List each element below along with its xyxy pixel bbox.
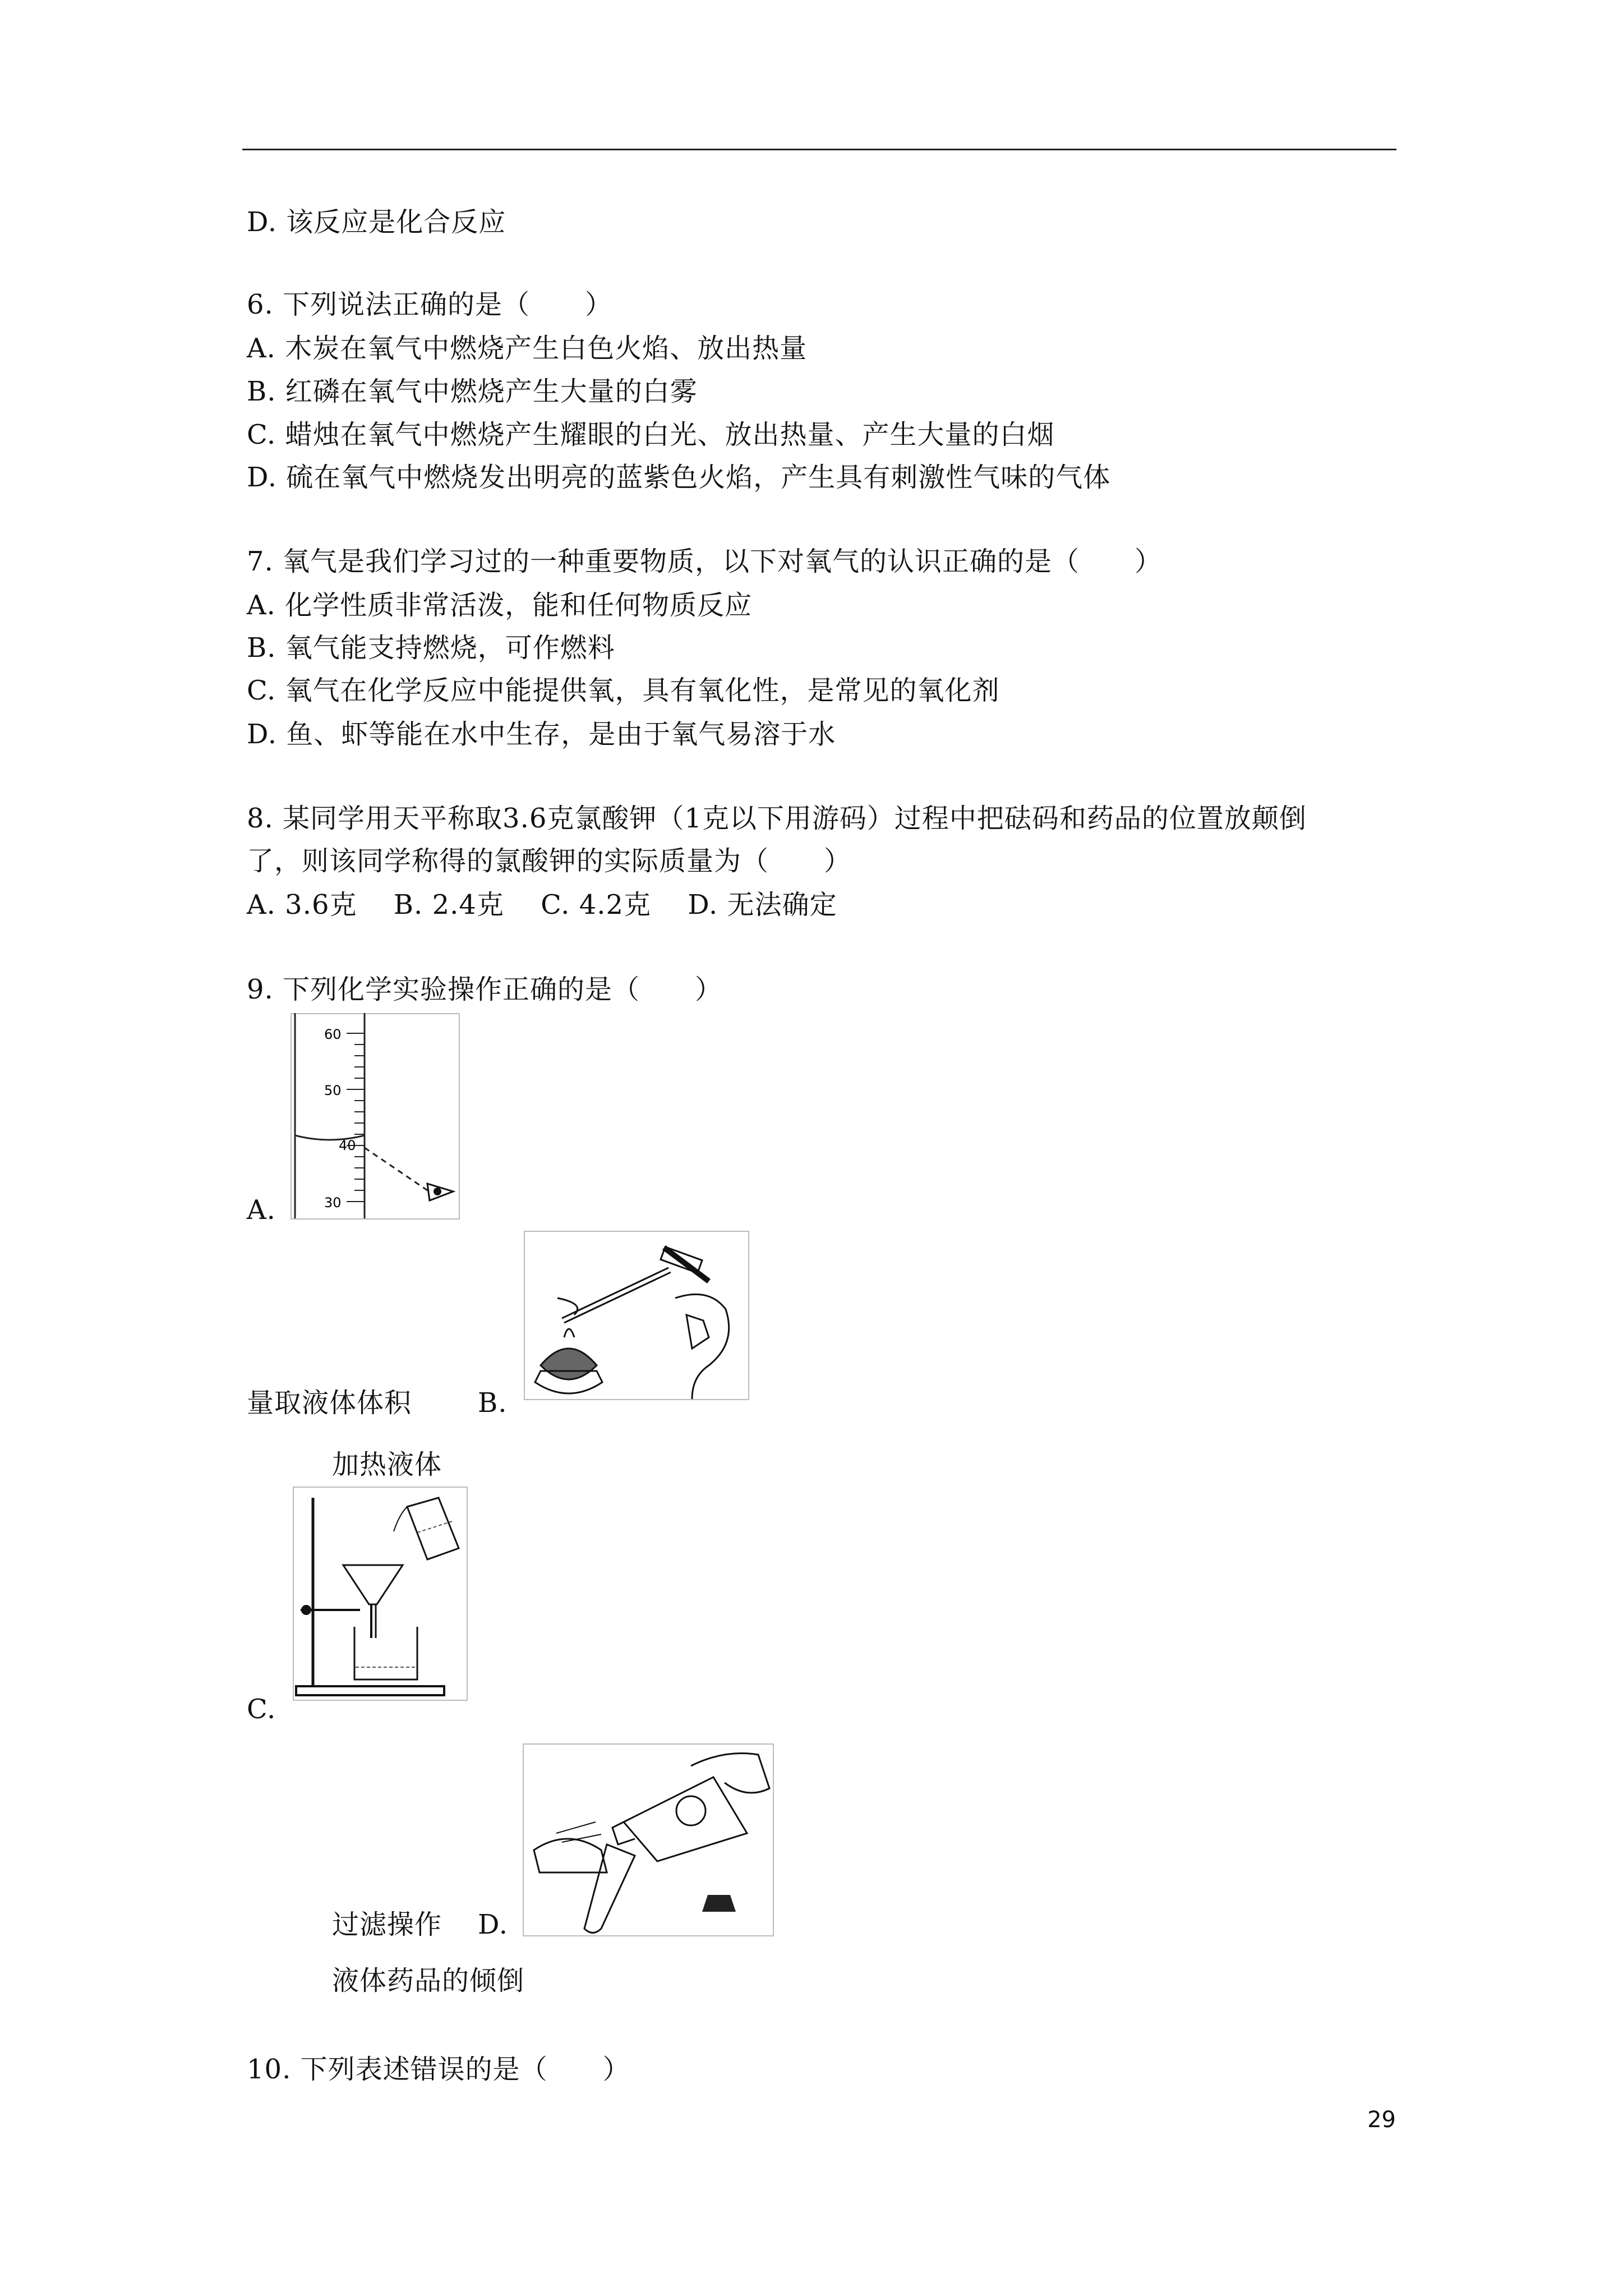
q9-caption-d: 液体药品的倾倒 xyxy=(332,1965,525,1996)
tick-60: 60 xyxy=(324,1027,342,1042)
q9-label-c: C. xyxy=(247,1694,276,1725)
q8-stem-line2: 了，则该同学称得的氯酸钾的实际质量为（ ） xyxy=(247,845,852,877)
page-number: 29 xyxy=(1367,2107,1396,2133)
eye-icon xyxy=(427,1184,453,1200)
figure-d-pouring-liquid xyxy=(523,1743,774,1936)
q6-stem: 6. 下列说法正确的是（ ） xyxy=(247,289,613,320)
q9-label-b: B. xyxy=(478,1387,508,1419)
q7-option-b: B. 氧气能支持燃烧，可作燃料 xyxy=(247,632,615,664)
q8-stem-line1: 8. 某同学用天平称取3.6克氯酸钾（1克以下用游码）过程中把砝码和药品的位置放颠倒 xyxy=(247,803,1307,834)
q6-option-b: B. 红磷在氧气中燃烧产生大量的白雾 xyxy=(247,376,698,407)
figure-a-measuring-cylinder xyxy=(291,1013,460,1220)
figure-c-filtration xyxy=(293,1487,468,1701)
q6-option-d: D. 硫在氧气中燃烧发出明亮的蓝紫色火焰，产生具有刺激性气味的气体 xyxy=(247,462,1111,493)
q9-caption-c: 过滤操作 xyxy=(332,1909,442,1940)
q7-option-c: C. 氧气在化学反应中能提供氧，具有氧化性，是常见的氧化剂 xyxy=(247,675,1000,706)
figure-b-heating-liquid xyxy=(524,1231,749,1400)
tick-40: 40 xyxy=(339,1138,356,1153)
tick-30: 30 xyxy=(324,1195,342,1211)
header-rule xyxy=(242,149,1396,150)
q7-stem: 7. 氧气是我们学习过的一种重要物质，以下对氧气的认识正确的是（ ） xyxy=(247,546,1163,577)
q8-options: A. 3.6克 B. 2.4克 C. 4.2克 D. 无法确定 xyxy=(247,889,837,921)
q9-caption-a: 量取液体体积 xyxy=(247,1387,412,1419)
q9-label-d: D. xyxy=(478,1909,509,1940)
q7-option-d: D. 鱼、虾等能在水中生存，是由于氧气易溶于水 xyxy=(247,719,836,750)
q5-option-d: D. 该反应是化合反应 xyxy=(247,206,506,238)
q6-option-a: A. 木炭在氧气中燃烧产生白色火焰、放出热量 xyxy=(247,333,808,364)
q7-option-a: A. 化学性质非常活泼，能和任何物质反应 xyxy=(247,590,753,621)
q6-option-c: C. 蜡烛在氧气中燃烧产生耀眼的白光、放出热量、产生大量的白烟 xyxy=(247,419,1055,450)
q9-label-a: A. xyxy=(247,1194,276,1226)
q10-stem: 10. 下列表述错误的是（ ） xyxy=(247,2054,630,2085)
q9-stem: 9. 下列化学实验操作正确的是（ ） xyxy=(247,974,723,1005)
tick-50: 50 xyxy=(324,1083,342,1098)
q9-caption-b: 加热液体 xyxy=(332,1449,442,1480)
